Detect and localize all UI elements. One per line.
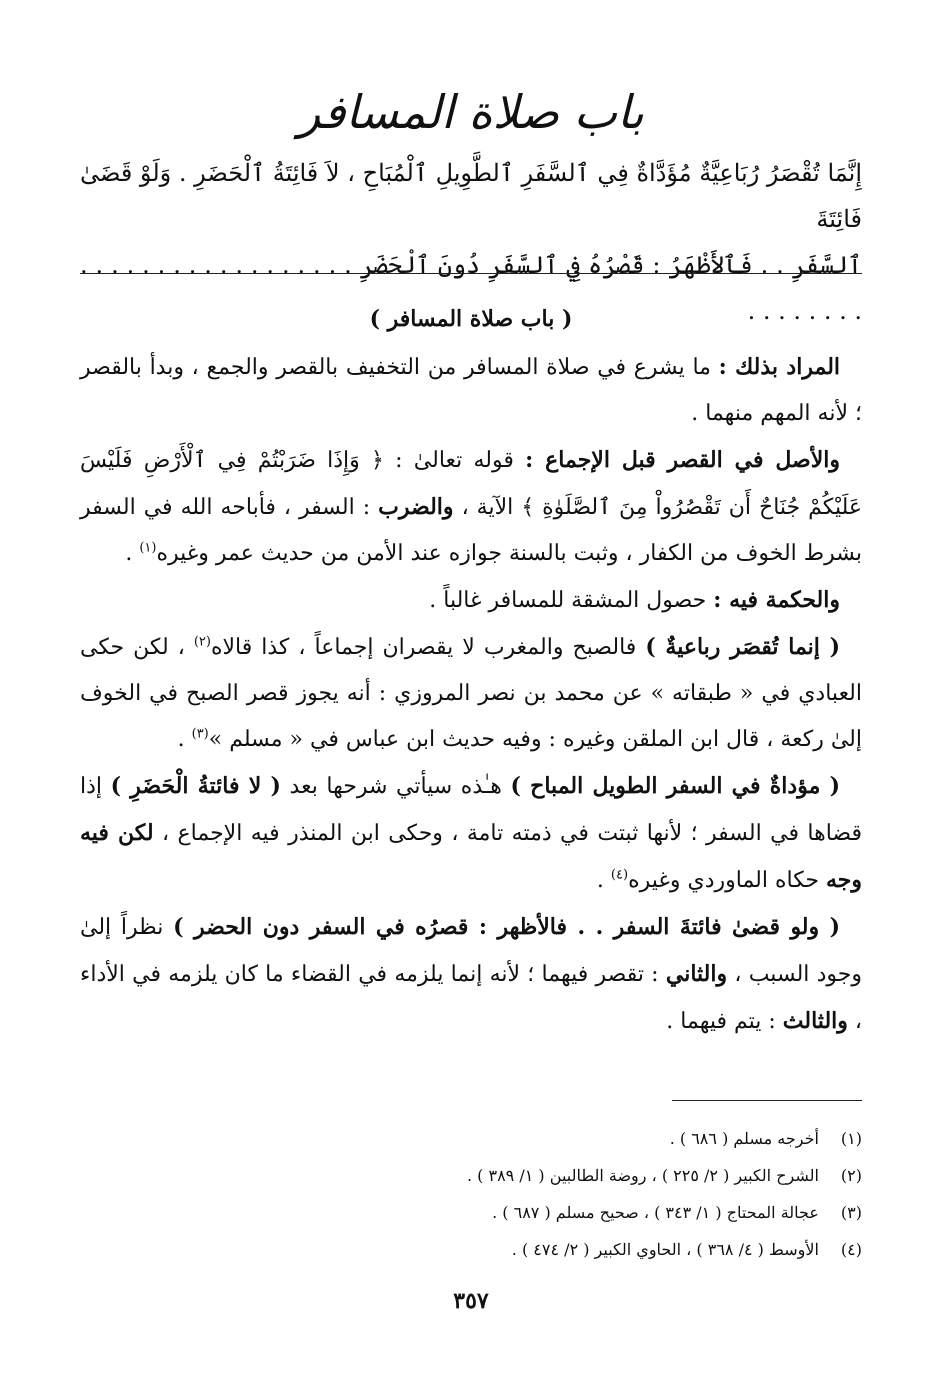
p6-text-3: : يتم فيهما .: [666, 1009, 776, 1034]
p5-text-1: هـٰذه سيأتي شرحها بعد: [289, 774, 502, 799]
footnote-number: (١): [840, 1129, 862, 1148]
matn-line-1: إِنَّمَا تُقْصَرُ رُبَاعِيَّةٌ مُؤَدَّاةٌ فِي ٱلسَّفَرِ ٱلطَّوِيلِ ٱلْمُبَاحِ ، لاَ فَائِتَةُ ٱلْحَضَرِ . وَلَوْ قَضَىٰ فَائِتَةَ: [80, 159, 862, 233]
p4-text-2: ، لكن حكى العبادي في « طبقاته » عن محمد بن نصر المروزي : أنه يجوز قصر الصبح في الخوف إلىٰ ركعة ، قال ابن الملقن وغيره : وفيه حديث ابن عباس في « مسلم »: [80, 635, 862, 752]
commentary: [80, 296, 862, 1045]
footnote-separator: [672, 1100, 862, 1101]
p5-text-2: إذا قضاها في السفر ؛ لأنها ثبتت في ذمته تامة ، وحكى ابن المنذر فيه الإجماع ،: [80, 774, 862, 846]
paragraph-5: [80, 763, 862, 904]
p6-bold-3: والثالث: [782, 1008, 848, 1034]
p6-bold-1: ( ولو قضىٰ فائتةَ السفر . . فالأظهر : قصرُه في السفر دون الحضر ): [173, 914, 840, 940]
chapter-title: باب صلاة المسافر: [298, 85, 644, 139]
footnote-ref-2[interactable]: (٢): [193, 634, 211, 650]
section-heading: ( باب صلاة المسافر ): [369, 306, 573, 332]
footnote-ref-1[interactable]: (١): [139, 540, 157, 556]
p2-end: .: [125, 541, 133, 566]
p5-text-3: حكاه الماوردي وغيره: [628, 868, 819, 893]
p5-bold-1: ( مؤداةٌ في السفر الطويل المباح ): [510, 773, 840, 799]
p5-end: .: [596, 868, 604, 893]
matn-dots: . . . . . . . . . . . . . . . . . . . . . . . . .: [80, 251, 862, 325]
footnote-4: [80, 1231, 862, 1268]
p6-text-2: : تقصر فيهما ؛ لأنه إنما يلزمه في القضاء ما كان يلزمه في الأداء ،: [80, 962, 862, 1034]
footnote-number: (٣): [840, 1203, 862, 1222]
p2-bold-1: والأصل في القصر قبل الإجماع :: [525, 447, 840, 473]
p3-bold: والحكمة فيه :: [713, 587, 840, 613]
paragraph-4: [80, 624, 862, 763]
p3-text: حصول المشقة للمسافر غالباً .: [429, 588, 707, 613]
p6-text-1: نظراً إلىٰ وجود السبب ،: [80, 915, 863, 987]
p6-bold-2: والثاني: [665, 961, 728, 987]
p1-text: ما يشرع في صلاة المسافر من التخفيف بالقصر والجمع ، وبدأ بالقصر ؛ لأنه المهم منهما .: [80, 355, 862, 426]
footnote-text: الأوسط ( ٤/ ٣٦٨ ) ، الحاوي الكبير ( ٢/ ٤٧٤ ) .: [511, 1240, 819, 1259]
p2-text-2: : السفر ، فأباحه الله في السفر بشرط الخوف من الكفار ، وثبت بالسنة جوازه عند الأمن من حديث عمر وغيره: [80, 495, 862, 566]
p2-bold-2: والضرب: [378, 494, 454, 520]
footnote-ref-3[interactable]: (٣): [191, 726, 209, 742]
footnote-number: (٤): [840, 1240, 862, 1259]
p5-bold-3: لكن فيه وجه: [80, 820, 862, 893]
p5-bold-2: ( لا فائتةُ الْحَضَرِ ): [110, 773, 281, 799]
footnote-text: عجالة المحتاج ( ١/ ٣٤٣ ) ، صحيح مسلم ( ٦٨٧ ) .: [492, 1203, 819, 1222]
p1-bold: المراد بذلك :: [718, 354, 841, 380]
paragraph-6: [80, 904, 862, 1045]
matn-separator: [80, 273, 862, 274]
p2-text-1: قوله تعالىٰ : ﴿ وَإِذَا ضَرَبْتُمْ فِي ٱلْأَرْضِ فَلَيْسَ عَلَيْكُمْ جُنَاحٌ أَن تَقْصُرُواْ مِنَ ٱلصَّلَوٰةِ ﴾ الآية ،: [80, 448, 863, 520]
footnotes: [80, 1120, 862, 1268]
footnote-number: (٢): [840, 1166, 862, 1185]
p4-text-1: فالصبح والمغرب لا يقصران إجماعاً ، كذا قالاه: [210, 635, 637, 660]
page-number: ٣٥٧: [453, 1288, 489, 1314]
paragraph-2: [80, 437, 862, 577]
paragraph-3: [80, 577, 862, 624]
footnote-2: [80, 1157, 862, 1194]
footnote-text: أخرجه مسلم ( ٦٨٦ ) .: [669, 1129, 819, 1148]
footnote-1: [80, 1120, 862, 1157]
footnote-3: [80, 1194, 862, 1231]
p4-bold: ( إنما تُقصَر رباعيةٌ ): [645, 634, 840, 660]
paragraph-1: [80, 344, 862, 437]
p4-end: .: [177, 727, 185, 752]
footnote-text: الشرح الكبير ( ٢/ ٢٢٥ ) ، روضة الطالبين ( ١/ ٣٨٩ ) .: [466, 1166, 819, 1185]
matn-line-2-text: ٱلسَّفَرِ . . فَٱلأَظْهَرُ : قَصْرُهُ فِي ٱلسَّفَرِ دُونَ ٱلْحَضَرِ .: [344, 251, 862, 279]
footnote-ref-4[interactable]: (٤): [610, 867, 629, 883]
